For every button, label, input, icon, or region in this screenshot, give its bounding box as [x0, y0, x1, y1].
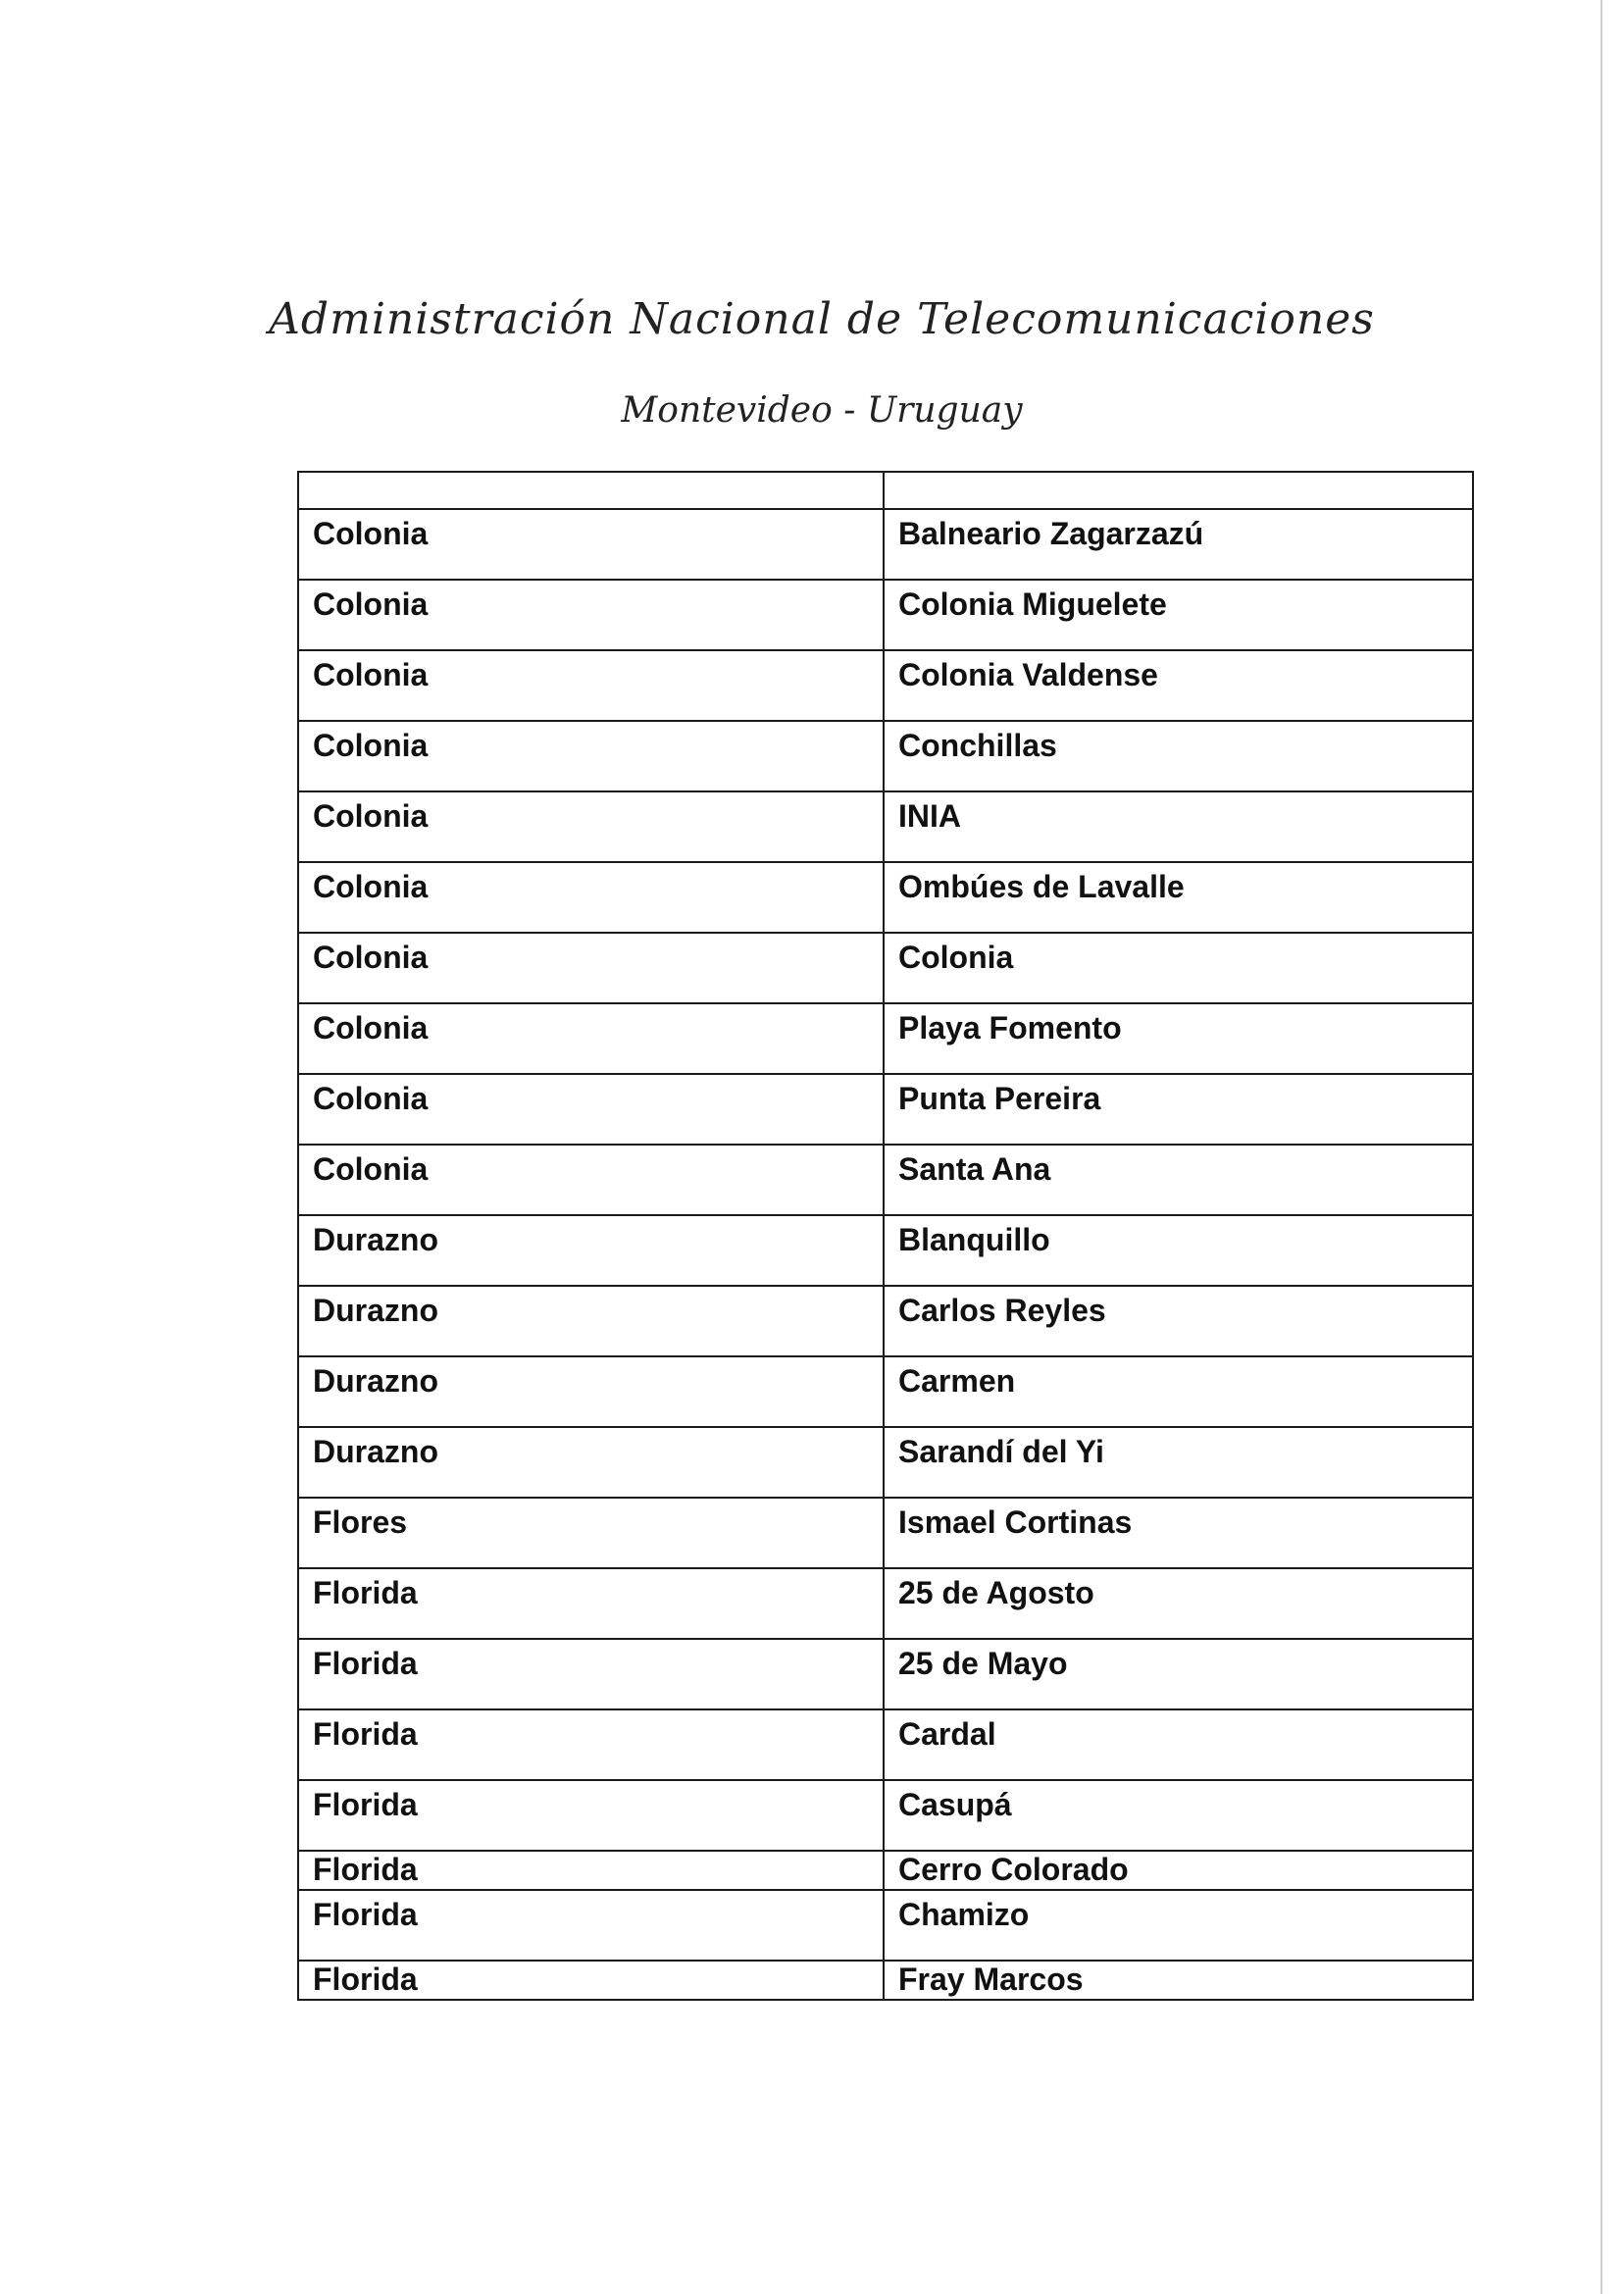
locations-table [297, 471, 1474, 2001]
department-cell: Flores [298, 1498, 884, 1568]
table-row [298, 580, 1473, 650]
table-row [298, 1709, 1473, 1780]
table-row [298, 791, 1473, 862]
locality-cell: Colonia Valdense [884, 650, 1473, 721]
department-cell: Florida [298, 1851, 884, 1890]
locality-cell: Carlos Reyles [884, 1286, 1473, 1356]
department-cell: Colonia [298, 933, 884, 1003]
department-cell: Florida [298, 1890, 884, 1961]
locality-cell: INIA [884, 791, 1473, 862]
table-row [298, 933, 1473, 1003]
department-cell: Florida [298, 1780, 884, 1851]
table-row [298, 1215, 1473, 1286]
department-cell: Durazno [298, 1427, 884, 1498]
table-row [298, 1851, 1473, 1890]
locality-cell: Conchillas [884, 721, 1473, 791]
locality-cell: Cardal [884, 1709, 1473, 1780]
department-cell: Colonia [298, 862, 884, 933]
table-row [298, 1074, 1473, 1145]
table-row [298, 1639, 1473, 1709]
locality-cell: Colonia Miguelete [884, 580, 1473, 650]
table-row [298, 1286, 1473, 1356]
table-row [298, 1890, 1473, 1961]
locality-cell: Santa Ana [884, 1145, 1473, 1215]
locality-cell: Chamizo [884, 1890, 1473, 1961]
locality-cell: Ismael Cortinas [884, 1498, 1473, 1568]
table-row [298, 1356, 1473, 1427]
table-row [298, 1961, 1473, 2000]
locality-cell: Cerro Colorado [884, 1851, 1473, 1890]
locality-cell: Fray Marcos [884, 1961, 1473, 2000]
department-cell: Durazno [298, 1286, 884, 1356]
table-row [298, 1427, 1473, 1498]
table-row [298, 1145, 1473, 1215]
department-cell: Colonia [298, 721, 884, 791]
department-cell: Colonia [298, 509, 884, 580]
department-cell: Colonia [298, 1003, 884, 1074]
table-row [298, 1003, 1473, 1074]
department-cell: Colonia [298, 580, 884, 650]
city-subtitle: Montevideo - Uruguay [621, 390, 1023, 431]
locality-cell: Sarandí del Yi [884, 1427, 1473, 1498]
locality-cell: Ombúes de Lavalle [884, 862, 1473, 933]
locality-cell: Carmen [884, 1356, 1473, 1427]
organization-title: Administración Nacional de Telecomunicaciones [269, 294, 1375, 344]
department-cell: Colonia [298, 650, 884, 721]
locality-cell: Punta Pereira [884, 1074, 1473, 1145]
department-cell: Florida [298, 1961, 884, 2000]
department-cell: Florida [298, 1709, 884, 1780]
locality-cell: 25 de Mayo [884, 1639, 1473, 1709]
table-row [298, 1498, 1473, 1568]
department-cell: Durazno [298, 1356, 884, 1427]
table-row [298, 509, 1473, 580]
department-cell: Colonia [298, 1074, 884, 1145]
locality-cell: Blanquillo [884, 1215, 1473, 1286]
header-cell-locality [884, 472, 1473, 509]
table-row [298, 1568, 1473, 1639]
table-row [298, 721, 1473, 791]
locality-cell: Balneario Zagarzazú [884, 509, 1473, 580]
department-cell: Colonia [298, 1145, 884, 1215]
locality-cell: 25 de Agosto [884, 1568, 1473, 1639]
department-cell: Colonia [298, 791, 884, 862]
department-cell: Florida [298, 1568, 884, 1639]
table-header-row [298, 472, 1473, 509]
department-cell: Durazno [298, 1215, 884, 1286]
table-row [298, 862, 1473, 933]
header-cell-department [298, 472, 884, 509]
table-row [298, 650, 1473, 721]
department-cell: Florida [298, 1639, 884, 1709]
locality-cell: Playa Fomento [884, 1003, 1473, 1074]
table-row [298, 1780, 1473, 1851]
locality-cell: Casupá [884, 1780, 1473, 1851]
locality-cell: Colonia [884, 933, 1473, 1003]
